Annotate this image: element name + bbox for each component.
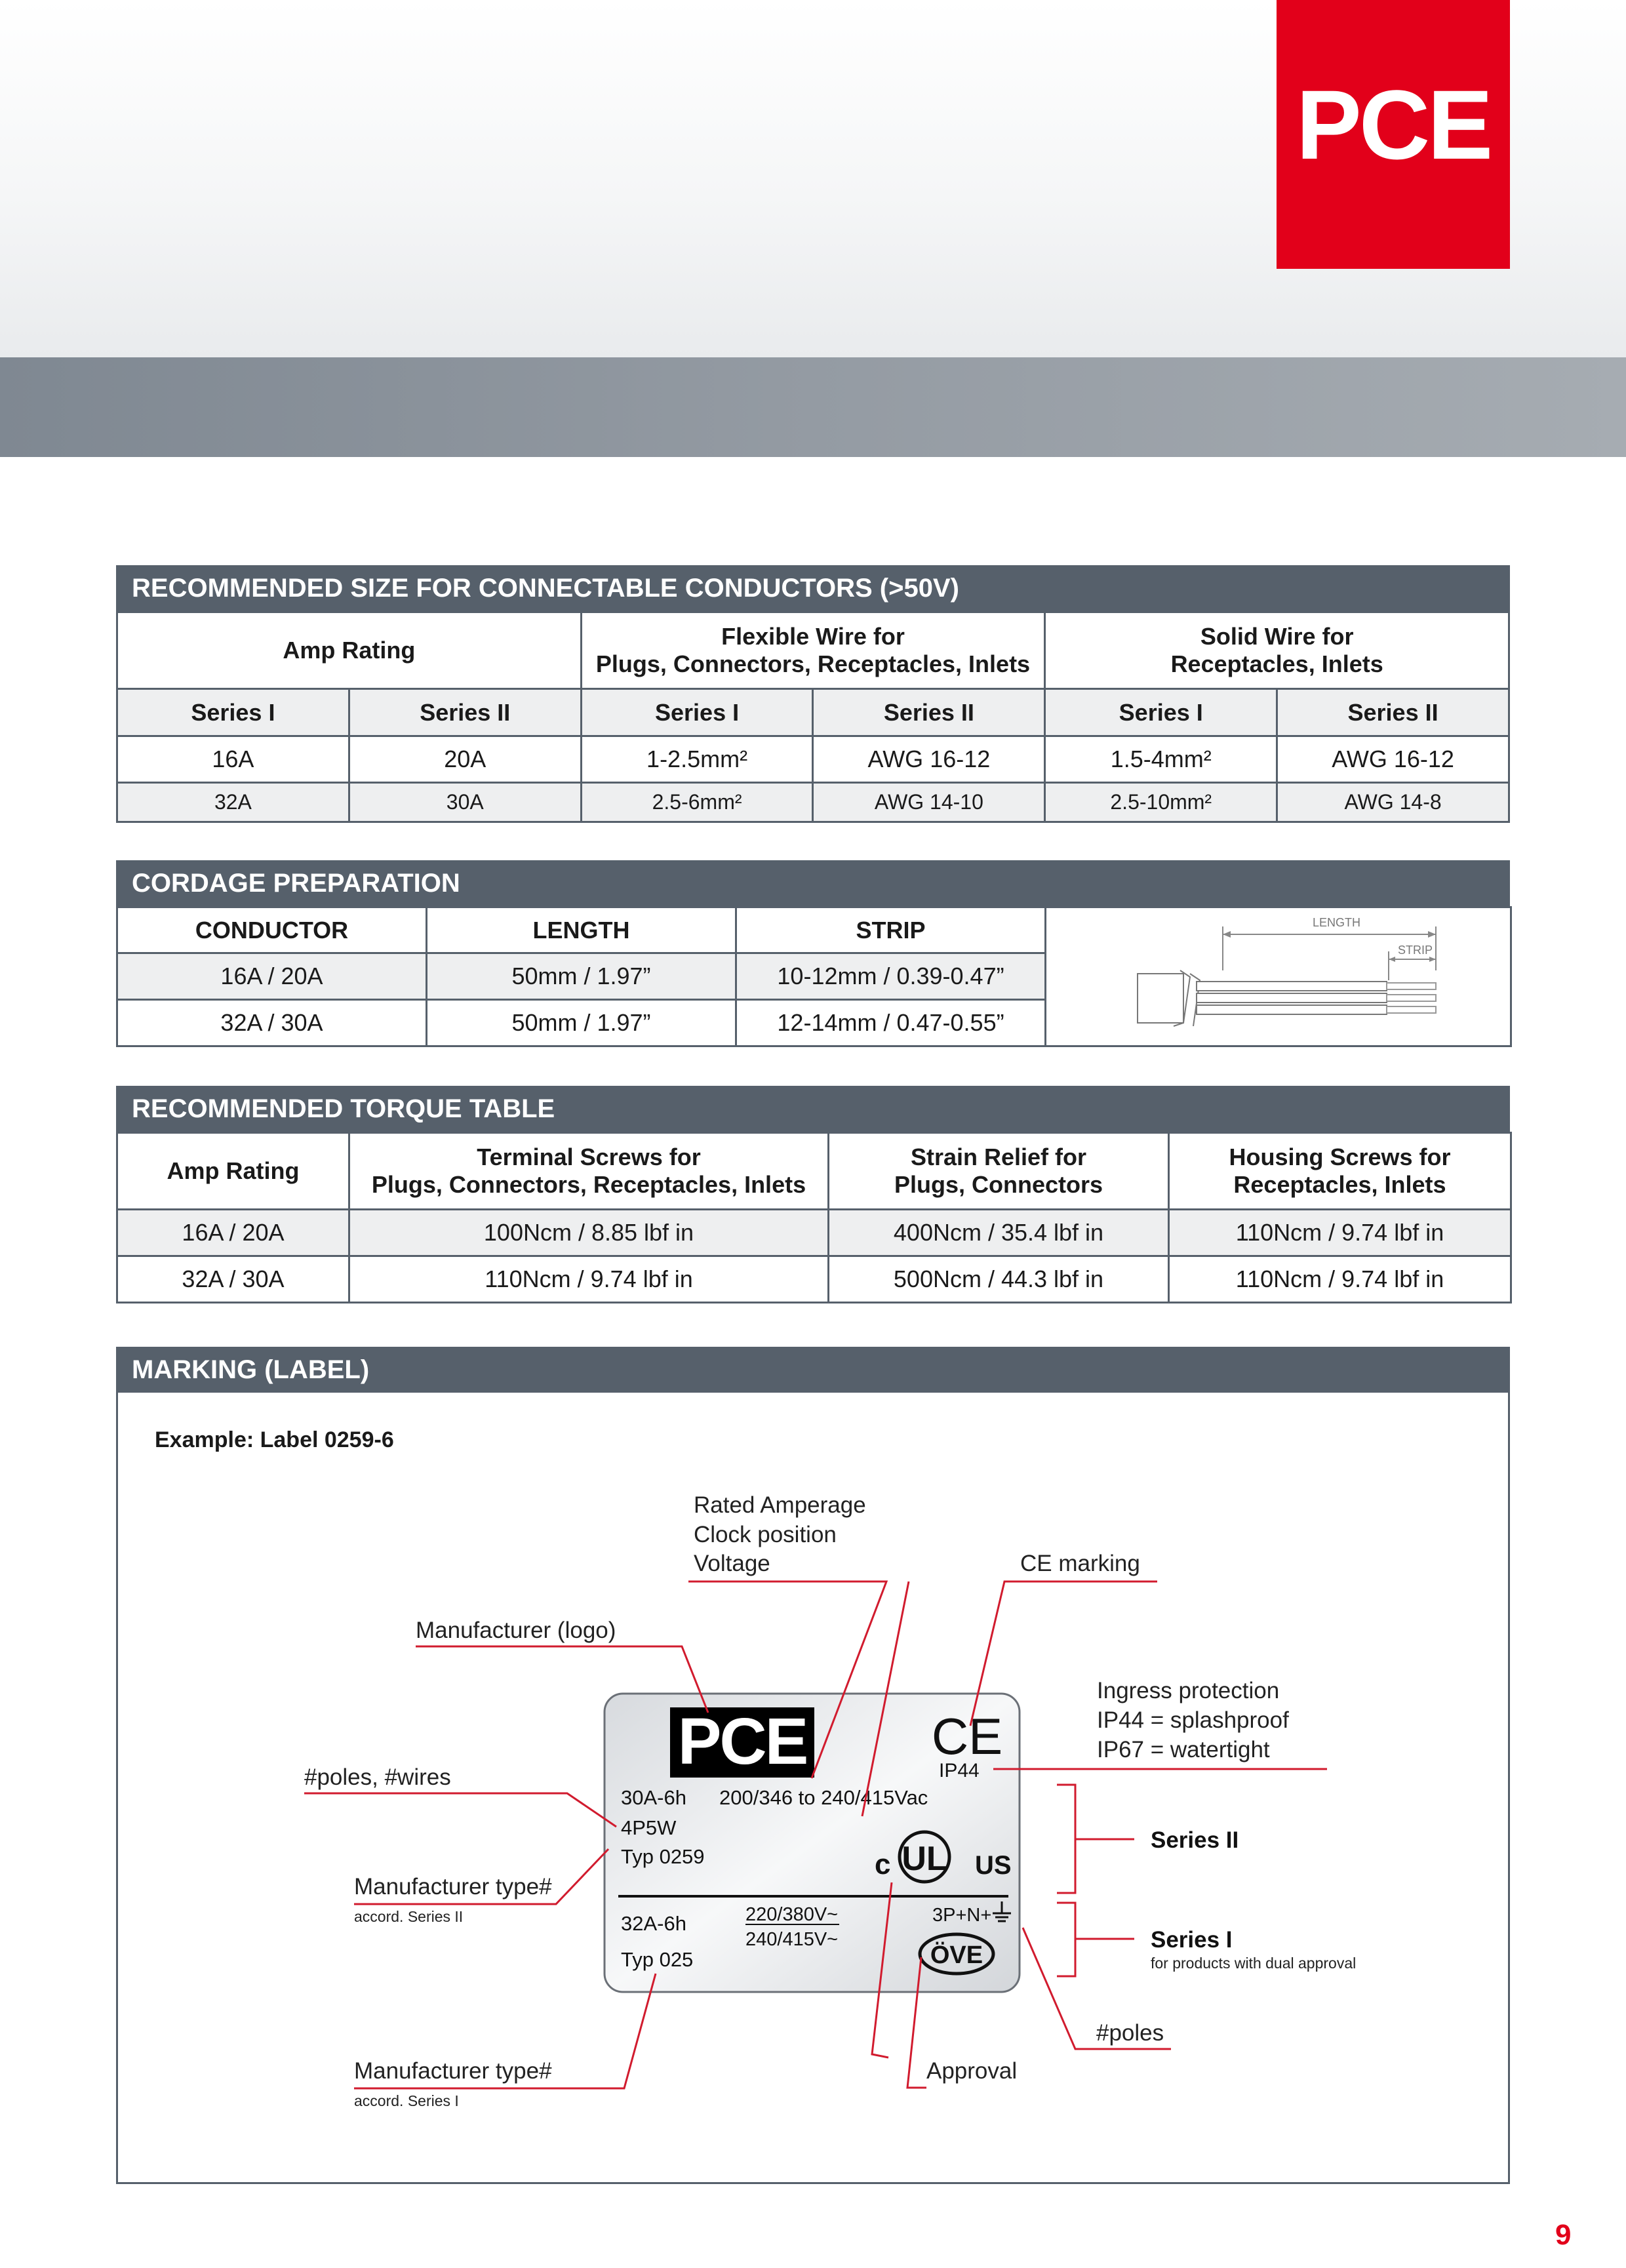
callout-approval: Approval	[926, 2058, 1018, 2084]
callout-ip44: IP44 = splashproof	[1097, 1707, 1289, 1733]
cell: 32A	[117, 783, 349, 822]
torque-header: Strain Relief for Plugs, Connectors	[829, 1133, 1169, 1210]
cordage-header: LENGTH	[427, 907, 736, 953]
ove-mark: ÖVE	[930, 1941, 983, 1969]
brand-logo-text: PCE	[1296, 69, 1491, 180]
ul-c: c	[875, 1848, 891, 1880]
cordage-header: STRIP	[736, 907, 1046, 953]
series2-voltage: 200/346 to 240/415Vac	[719, 1786, 928, 1809]
series1-amp-clock: 32A-6h	[621, 1912, 686, 1935]
callout-series-2: Series II	[1151, 1827, 1239, 1853]
ul-us: US	[975, 1851, 1012, 1880]
series1-type: Typ 025	[621, 1948, 694, 1971]
callout-manufacturer-logo: Manufacturer (logo)	[416, 1618, 616, 1643]
cell: 12-14mm / 0.47-0.55”	[736, 1000, 1046, 1046]
cell: 100Ncm / 8.85 lbf in	[349, 1210, 829, 1256]
cell: 110Ncm / 9.74 lbf in	[1169, 1256, 1511, 1303]
cell: AWG 14-10	[813, 783, 1045, 822]
cell: AWG 16-12	[813, 736, 1045, 783]
series1-voltage-a: 220/380V~	[745, 1904, 839, 1925]
sub-header: Series I	[581, 689, 813, 736]
conductors-title: RECOMMENDED SIZE FOR CONNECTABLE CONDUCTORS (>50V)	[116, 565, 1510, 611]
ul-mark: UL	[902, 1840, 947, 1878]
series2-amp-clock: 30A-6h	[621, 1786, 686, 1809]
cell: 500Ncm / 44.3 lbf in	[829, 1256, 1169, 1303]
group-header-amp: Amp Rating	[117, 612, 582, 689]
cordage-title: CORDAGE PREPARATION	[116, 860, 1510, 906]
cell: 30A	[349, 783, 581, 822]
cell: 50mm / 1.97”	[427, 953, 736, 1000]
cell: 400Ncm / 35.4 lbf in	[829, 1210, 1169, 1256]
sub-header: Series I	[117, 689, 349, 736]
cell: 10-12mm / 0.39-0.47”	[736, 953, 1046, 1000]
sub-header: Series II	[349, 689, 581, 736]
group-header-flexible: Flexible Wire for Plugs, Connectors, Receptacles, Inlets	[581, 612, 1045, 689]
series2-poles-wires: 4P5W	[621, 1816, 677, 1839]
callout-mtype1-sub: accord. Series I	[354, 2092, 459, 2109]
callout-ingress-protection: Ingress protection	[1097, 1678, 1280, 1703]
label-logo: PCE	[677, 1705, 807, 1778]
cordage-header: CONDUCTOR	[117, 907, 427, 953]
torque-title: RECOMMENDED TORQUE TABLE	[116, 1086, 1510, 1132]
cell: 16A / 20A	[117, 1210, 349, 1256]
callout-voltage: Voltage	[694, 1551, 770, 1576]
marking-title: MARKING (LABEL)	[116, 1347, 1510, 1393]
torque-header: Housing Screws for Receptacles, Inlets	[1169, 1133, 1511, 1210]
cell: 20A	[349, 736, 581, 783]
cell: 2.5-10mm²	[1045, 783, 1277, 822]
callout-clock-position: Clock position	[694, 1522, 837, 1547]
callout-series-1: Series I	[1151, 1927, 1233, 1953]
cell: AWG 16-12	[1277, 736, 1509, 783]
callout-mtype2-sub: accord. Series II	[354, 1908, 464, 1925]
callout-series-1-sub: for products with dual approval	[1151, 1955, 1357, 1972]
length-label: LENGTH	[1312, 916, 1360, 929]
ce-mark: CE	[931, 1707, 1003, 1765]
callout-manufacturer-type-1: Manufacturer type#	[354, 2058, 552, 2084]
cell: 50mm / 1.97”	[427, 1000, 736, 1046]
ip-rating: IP44	[939, 1760, 980, 1781]
cell: 1-2.5mm²	[581, 736, 813, 783]
cell: 16A / 20A	[117, 953, 427, 1000]
sub-header: Series II	[813, 689, 1045, 736]
sub-header: Series II	[1277, 689, 1509, 736]
cell: 32A / 30A	[117, 1000, 427, 1046]
cell: 110Ncm / 9.74 lbf in	[1169, 1210, 1511, 1256]
strip-label: STRIP	[1397, 944, 1433, 957]
callout-poles: #poles	[1096, 2020, 1164, 2046]
callout-manufacturer-type-2: Manufacturer type#	[354, 1874, 552, 1900]
callout-ce-marking: CE marking	[1020, 1551, 1140, 1576]
cell: 1.5-4mm²	[1045, 736, 1277, 783]
cell: 32A / 30A	[117, 1256, 349, 1303]
cell: 2.5-6mm²	[581, 783, 813, 822]
cell: 16A	[117, 736, 349, 783]
sub-header: Series I	[1045, 689, 1277, 736]
page-number: 9	[1555, 2219, 1572, 2251]
cell: AWG 14-8	[1277, 783, 1509, 822]
series1-voltage-b: 240/415V~	[745, 1929, 839, 1950]
cell: 110Ncm / 9.74 lbf in	[349, 1256, 829, 1303]
example-label: Example: Label 0259-6	[155, 1427, 394, 1452]
group-header-solid: Solid Wire for Receptacles, Inlets	[1045, 612, 1509, 689]
torque-header: Terminal Screws for Plugs, Connectors, Receptacles, Inlets	[349, 1133, 829, 1210]
torque-header: Amp Rating	[117, 1133, 349, 1210]
callout-ip67: IP67 = watertight	[1097, 1737, 1270, 1762]
callout-rated-amperage: Rated Amperage	[694, 1492, 866, 1518]
series2-type: Typ 0259	[621, 1845, 705, 1868]
callout-poles-wires: #poles, #wires	[304, 1764, 451, 1790]
series1-poles: 3P+N+	[932, 1905, 992, 1926]
